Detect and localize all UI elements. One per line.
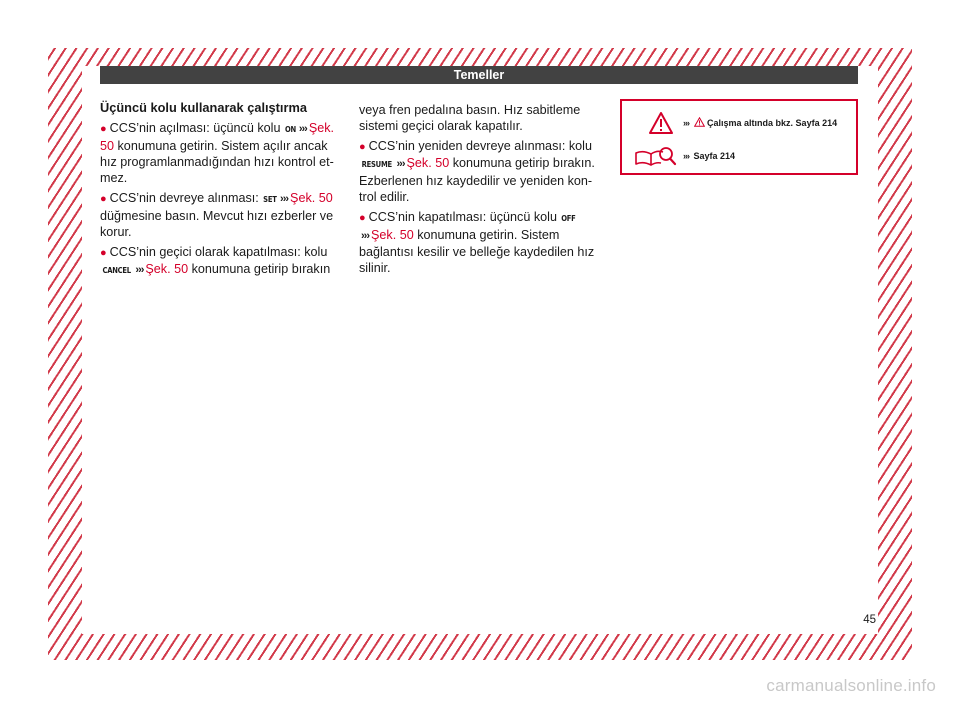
bullet-text: CCS’nin yeniden devreye alınması: kolu [368, 139, 592, 153]
figure-link[interactable]: Şek. 50 [371, 228, 414, 242]
ref-arrows: ››› [135, 264, 144, 276]
key-cancel: CANCEL [102, 266, 131, 275]
bullet-on [100, 120, 346, 186]
bullet-text-after: konumuna getirip bırakın [188, 262, 331, 276]
right-column [359, 102, 607, 280]
bullet-off [359, 209, 607, 276]
ref-arrows: ››› [683, 118, 689, 128]
bullet-text-after: konumuna getirin. Sistem açılır ancak hız programlanmadığından hızı kontrol et-mez. [100, 139, 334, 185]
bullet-cancel [100, 244, 346, 279]
continued-text: veya fren pedalına basın. Hız sabitleme sistemi geçici olarak kapatılır. [359, 103, 581, 133]
key-resume: RESUME [361, 160, 392, 169]
warning-reference[interactable] [683, 117, 837, 128]
watermark: carmanualsonline.info [766, 676, 936, 695]
ref-arrows: ››› [683, 151, 689, 161]
figure-link[interactable]: Şek. 50 [406, 156, 450, 170]
ref-arrows: ››› [361, 230, 369, 242]
bullet-icon: ● [359, 212, 366, 224]
figure-link-number[interactable]: 50 [100, 139, 115, 153]
bullet-icon: ● [100, 123, 107, 135]
warning-reference-text: Çalışma altında bkz. Sayfa 214 [707, 118, 838, 128]
bullet-text: CCS’nin açılması: üçüncü kolu [109, 121, 284, 135]
bullet-set [100, 190, 346, 240]
figure-link[interactable]: Şek. 50 [145, 262, 189, 276]
ref-arrows: ››› [298, 123, 307, 135]
bullet-text: CCS’nin geçici olarak kapatılması: kolu [109, 245, 328, 259]
warning-triangle-icon [648, 111, 674, 135]
bullet-text-after: konumuna getirip bırakın. Ezberlenen hız kaydedilir ve yeniden kon-trol edilir. [359, 156, 595, 204]
bullet-icon: ● [359, 141, 366, 153]
info-box [620, 99, 858, 175]
warning-small-icon [694, 117, 705, 127]
bullet-resume [359, 138, 607, 205]
bullet-text-after: konumuna getirin. Sistem bağlantısı kesilir ve belleğe kaydedilen hız silinir. [359, 228, 595, 275]
page-reference-text: Sayfa 214 [693, 151, 736, 161]
bullet-icon: ● [100, 193, 107, 205]
left-column [100, 100, 346, 283]
page-content [82, 66, 878, 634]
figure-link[interactable]: Şek. 50 [290, 191, 333, 205]
book-magnifier-icon [633, 145, 677, 169]
bullet-text: CCS’nin kapatılması: üçüncü kolu [368, 210, 561, 224]
bullet-text-after: düğmesine basın. Mevcut hızı ezberler ve korur. [100, 209, 334, 239]
key-off: OFF [561, 214, 577, 223]
bullet-icon: ● [100, 247, 107, 259]
page-header: Temeller [100, 66, 858, 84]
ref-arrows: ››› [280, 193, 289, 205]
page-reference[interactable] [683, 151, 735, 161]
key-set: SET [263, 195, 277, 204]
figure-link[interactable]: Şek. [308, 121, 335, 135]
page-number: 45 [863, 614, 876, 626]
bullet-text: CCS’nin devreye alınması: [109, 191, 263, 205]
ref-arrows: ››› [396, 158, 405, 170]
key-on: ON [284, 125, 296, 134]
section-heading: Üçüncü kolu kullanarak çalıştırma [100, 100, 307, 115]
